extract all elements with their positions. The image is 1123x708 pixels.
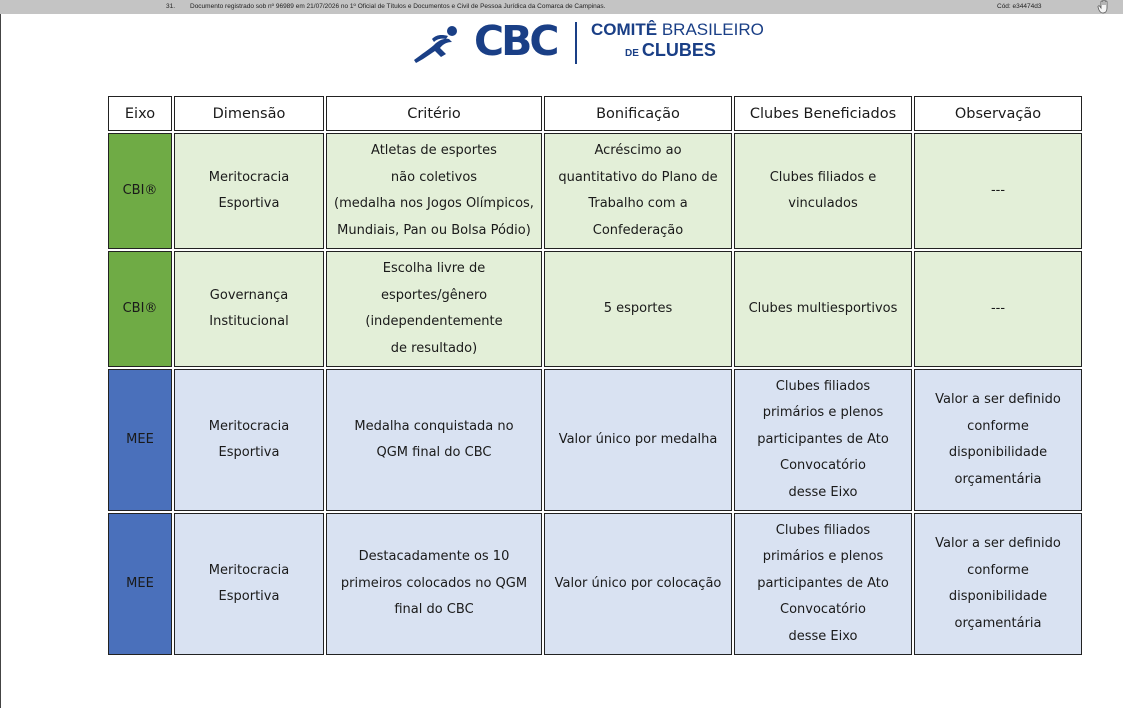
header-eixo: Eixo (108, 96, 172, 131)
clubes-cell (734, 369, 912, 511)
dimensao-text: Governança Institucional (209, 287, 289, 329)
table-row (108, 369, 1082, 511)
dimensao-text: Meritocracia Esportiva (208, 418, 290, 460)
clubes-text: Clubes filiados primários e plenos participantes de Ato Convocatório desse Eixo (757, 522, 889, 644)
dimensao-cell (174, 133, 324, 249)
table-row (108, 133, 1082, 249)
eixo-cell (108, 513, 172, 655)
bonificacao-text: Valor único por medalha (558, 431, 718, 447)
header-observacao: Observação (914, 96, 1082, 131)
logo-line-2 (625, 40, 716, 64)
criterio-text: Medalha conquistada no QGM final do CBC (354, 418, 514, 460)
criterio-cell (326, 251, 542, 367)
header-criterio: Critério (326, 96, 542, 131)
logo-brasileiro: BRASILEIRO (657, 20, 764, 39)
eixo-cell (108, 133, 172, 249)
dimensao-cell (174, 369, 324, 511)
criterio-text: Escolha livre de esportes/gênero (independentemente de resultado) (365, 261, 503, 356)
header-dimensao: Dimensão (174, 96, 324, 131)
eixo-text: CBI® (122, 182, 158, 198)
eixo-text: CBI® (122, 300, 158, 316)
observacao-cell (914, 369, 1082, 511)
observacao-text: --- (990, 300, 1006, 316)
table-row (108, 513, 1082, 655)
eixo-text: MEE (126, 431, 154, 447)
header-clubes-beneficiados: Clubes Beneficiados (734, 96, 912, 131)
clubes-cell (734, 513, 912, 655)
logo-line-1 (591, 20, 764, 40)
cbc-brand: CBC (474, 17, 557, 65)
table-row (108, 251, 1082, 367)
clubes-cell (734, 251, 912, 367)
criterio-cell (326, 513, 542, 655)
clubes-cell (734, 133, 912, 249)
bonificacao-cell (544, 369, 732, 511)
bonificacao-text: Valor único por colocação (554, 575, 722, 591)
eixo-cell (108, 369, 172, 511)
dimensao-cell (174, 513, 324, 655)
clubes-text: Clubes multiesportivos (748, 300, 898, 316)
logo-de: DE (625, 48, 639, 59)
page-number: 31. (166, 3, 176, 10)
criteria-table (106, 94, 1084, 657)
criterio-cell (326, 133, 542, 249)
hand-cursor-icon[interactable] (1097, 0, 1110, 14)
logo-clubes: CLUBES (641, 40, 716, 60)
runner-icon (408, 24, 464, 64)
dimensao-text: Meritocracia Esportiva (208, 169, 290, 211)
document-code: Cód: e34474d3 (997, 3, 1042, 10)
page-left-border (0, 0, 1, 708)
bonificacao-cell (544, 133, 732, 249)
bonificacao-cell (544, 513, 732, 655)
dimensao-cell (174, 251, 324, 367)
criterio-cell (326, 369, 542, 511)
clubes-text: Clubes filiados primários e plenos participantes de Ato Convocatório desse Eixo (757, 378, 889, 500)
logo-comite: COMITÊ (591, 20, 658, 39)
criterio-text: Destacadamente os 10 primeiros colocados no QGM final do CBC (340, 549, 528, 618)
eixo-text: MEE (126, 575, 154, 591)
logo-divider (575, 22, 577, 64)
observacao-cell (914, 513, 1082, 655)
header-bonificacao: Bonificação (544, 96, 732, 131)
bonificacao-text: Acréscimo ao quantitativo do Plano de Trabalho com a Confederação (558, 143, 718, 238)
clubes-text: Clubes filiados e vinculados (769, 169, 877, 211)
registration-text: Documento registrado sob nº 96989 em 21/07/2026 no 1º Oficial de Títulos e Documentos e Civil de Pessoa Jurídica da Comarca de Campinas. (190, 3, 606, 10)
observacao-cell (914, 251, 1082, 367)
eixo-cell (108, 251, 172, 367)
observacao-text: Valor a ser definido conforme disponibilidade orçamentária (935, 392, 1061, 487)
table-header-row (108, 96, 1082, 131)
observacao-cell (914, 133, 1082, 249)
bonificacao-cell (544, 251, 732, 367)
cbc-logo (402, 14, 762, 68)
dimensao-text: Meritocracia Esportiva (208, 562, 290, 604)
criterio-text: Atletas de esportes não coletivos (medalha nos Jogos Olímpicos, Mundiais, Pan ou Bolsa Pódio) (334, 143, 534, 238)
bonificacao-text: 5 esportes (603, 300, 673, 316)
observacao-text: --- (990, 182, 1006, 198)
observacao-text: Valor a ser definido conforme disponibilidade orçamentária (935, 536, 1061, 631)
registration-header-bar (0, 0, 1123, 14)
